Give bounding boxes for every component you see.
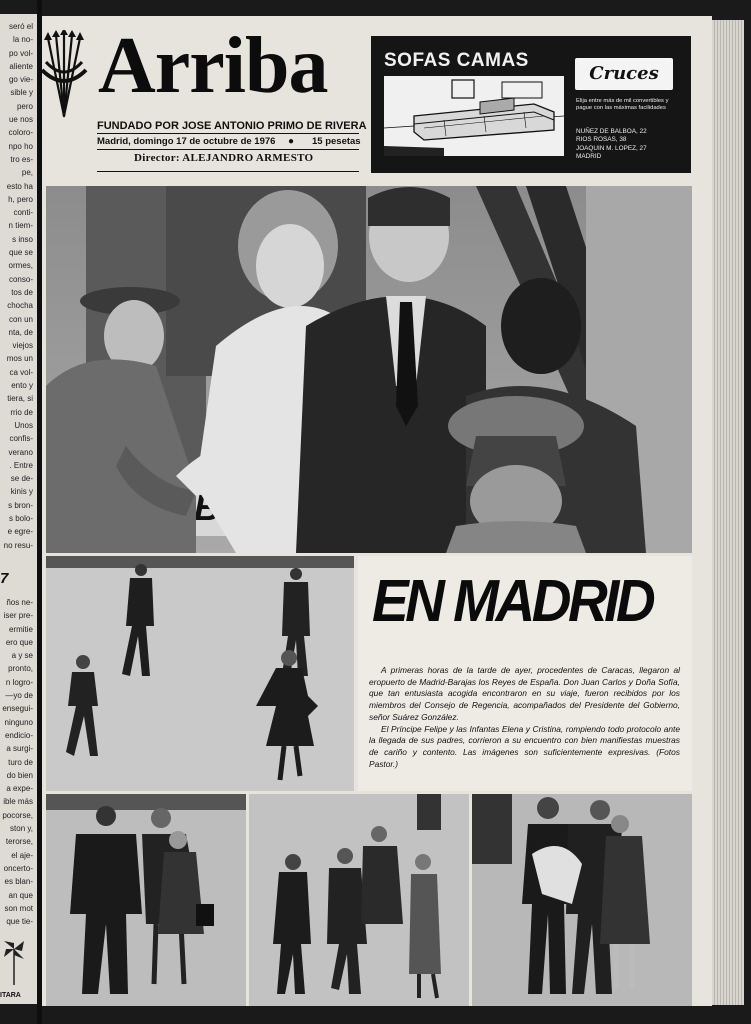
left-page-text-line: h, pero [8, 194, 33, 204]
left-page-text-line: do bien [6, 770, 33, 780]
left-page-text-line: tiera, si [7, 394, 33, 404]
left-page-text-line: s bolo- [8, 513, 33, 523]
left-page-text-line: ston y, [10, 824, 33, 834]
left-page-text-line: esto ha [6, 181, 33, 191]
left-page-text-line: ninguno [4, 717, 33, 727]
left-page-text-line: aliente [9, 61, 33, 71]
ad-address-line: JOAQUIN M. LOPEZ, 27 [576, 144, 647, 152]
sofa-bed-illustration [384, 76, 564, 156]
masthead-separator: ● [288, 136, 295, 147]
left-page-text-line: el aje- [11, 850, 33, 860]
left-page-text-line: ca vol- [9, 367, 33, 377]
masthead-rule [97, 133, 359, 134]
left-page-text-line: ento y [11, 381, 33, 391]
ad-address-line: MADRID [576, 153, 602, 161]
left-page-text-line: es blan- [4, 877, 33, 887]
left-page-text-line: tro es- [10, 154, 33, 164]
ad-address-line: RIOS ROSAS, 38 [576, 136, 627, 144]
masthead-rule [97, 171, 359, 172]
left-page-text-line: e egre- [7, 527, 33, 537]
left-page-text-line: endicio- [4, 730, 33, 740]
masthead-title: Arriba [98, 22, 328, 110]
left-page-text-line: a y se [11, 651, 33, 661]
left-page-text-line: tos de [11, 287, 33, 297]
ad-title: SOFAS CAMAS [384, 50, 529, 71]
masthead-subtitle: FUNDADO POR JOSE ANTONIO PRIMO DE RIVERA [97, 120, 367, 132]
left-page-text-line: Unos [14, 420, 33, 430]
left-page-text-line: pero [16, 101, 33, 111]
left-page-text-line: . Entre [9, 460, 33, 470]
ad-address-list [576, 128, 684, 162]
left-page-text-line: conti- [13, 208, 33, 218]
left-page-numeral: 7 [0, 570, 9, 587]
left-page-text-line: —yo de [5, 691, 33, 701]
left-page-text-line: con un [8, 314, 33, 324]
left-page-text-line: ños ne- [6, 598, 33, 607]
caption-paragraph: El Príncipe Felipe y las Infantas Elena y Cristina, rompiendo todo protocolo ante la llegada de sus padres, corrieron a su encuentro con bien manifiestas muestras de cariño y contento. Las imágenes son suficientemente expresivas. (Fotos Pastor.) [369, 723, 680, 769]
left-page-text-line: iser pre- [3, 611, 33, 621]
left-page-text-line: ue nos [8, 115, 33, 125]
left-page-text-line: ible más [3, 797, 33, 807]
left-page-text-line: ormes, [8, 261, 33, 271]
left-page-text-line: que tie- [6, 917, 33, 927]
left-page-text-line: confis- [9, 434, 33, 444]
left-page-text-line: coloro- [8, 128, 33, 138]
left-page-text-line: chocha [7, 301, 33, 311]
left-page-text-line: a surgi- [6, 744, 33, 754]
left-page-text-line: go vie- [8, 75, 33, 85]
left-page-text-line: mos un [6, 354, 33, 364]
left-page-text-line: n logro- [5, 677, 33, 687]
left-page-text-line: son mot [4, 903, 33, 913]
left-page-text-line: verano [8, 447, 33, 457]
left-page-text-line: pronto, [8, 664, 33, 674]
left-page-text-line: an que [8, 890, 33, 900]
left-page-text-line: viejos [12, 341, 33, 351]
left-page-footer: ITARA [0, 992, 21, 999]
left-page-text-line: conso- [8, 274, 33, 284]
ad-brand-logo: Cruces [575, 58, 673, 90]
masthead-price: 15 pesetas [312, 136, 361, 147]
left-page-text-line: nta, de [8, 327, 33, 337]
left-page-text-line: ero que [5, 637, 33, 647]
left-page-text-line: pe, [21, 168, 33, 178]
left-page-text-line: turo de [8, 757, 33, 767]
photo-family-greeting [472, 794, 692, 1006]
ad-copy: Elija entre más de mil convertibles y pague con las máximas facilidades [576, 98, 669, 111]
left-page-text-line: oncerto- [3, 863, 33, 873]
left-page-text-line: po vol- [8, 48, 33, 58]
masthead-rule [97, 149, 359, 150]
photo-family-walking [249, 794, 469, 1006]
caption-paragraph: A primeras horas de la tarde de ayer, procedentes de Caracas, llegaron al eropuerto de Madrid-Barajas los Reyes de España. Don Juan Carlos y Doña Sofía, que tan entusiasta acogida encontraron en su viaje, fueron recibidos por los miembros del Consejo de Regencia, acompañados del Presidente del Gobierno, señor Suárez González. [369, 665, 680, 722]
left-page-text-line: n tiem- [8, 221, 33, 231]
page-edges [712, 20, 744, 1005]
photo-children-running [46, 556, 354, 791]
left-page-text-line: s inso [12, 234, 33, 244]
main-photo-royal-arrival [46, 186, 692, 553]
left-page-text-line: no resu- [3, 540, 33, 550]
left-page-text-line: s bron- [8, 500, 33, 510]
article-caption [369, 665, 680, 770]
left-page-text-line: que se [8, 248, 33, 258]
left-page-column-top [0, 20, 33, 552]
masthead-date: Madrid, domingo 17 de octubre de 1976 [97, 136, 276, 147]
left-page-strip [0, 14, 37, 1004]
left-page-text-line: ermitie [8, 624, 33, 634]
left-page-text-line: sible y [10, 88, 33, 98]
left-page-text-line: a expe- [6, 784, 33, 794]
yoke-and-arrows-emblem-icon [40, 30, 88, 118]
pinwheel-logo-icon [2, 939, 26, 987]
left-page-text-line: la no- [12, 35, 33, 45]
left-page-column-bottom [0, 596, 33, 928]
left-page-text-line: seró el [8, 22, 33, 31]
left-page-text-line: ensegui- [2, 704, 33, 714]
photo-family-embrace [46, 794, 246, 1006]
left-page-text-line: rrio de [10, 407, 33, 417]
left-page-text-line: npo ho [8, 141, 33, 151]
masthead-director: Director: ALEJANDRO ARMESTO [134, 152, 314, 164]
left-page-text-line: pocorse, [2, 810, 33, 820]
left-page-text-line: terorse, [5, 837, 33, 847]
left-page-text-line: se de- [10, 474, 33, 484]
ad-address-line: NUÑEZ DE BALBOA, 22 [576, 128, 647, 135]
article-headline: EN MADRID [372, 567, 653, 635]
left-page-text-line: kinis y [10, 487, 33, 497]
